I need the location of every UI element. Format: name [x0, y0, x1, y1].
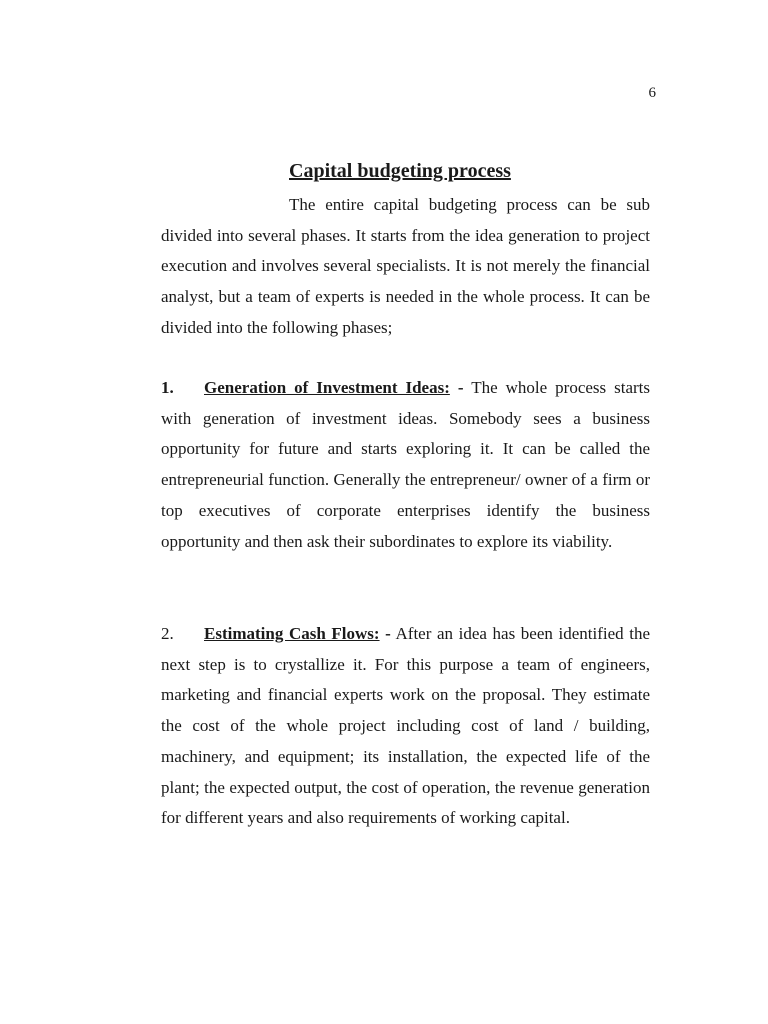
section-generation-of-investment-ideas — [161, 373, 650, 557]
section-heading: Generation of Investment Ideas: — [204, 378, 450, 397]
section-body: After an idea has been identified the next step is to crystallize it. For this purpose a team of engineers, marketing and financial experts work on the proposal. They estimate the cost of the whole project including cost of land / building, machinery, and equipment; its installation, the expected life of the plant; the expected output, the cost of operation, the revenue generation for different years and also requirements of working capital. — [161, 624, 651, 828]
section-number: 1. — [161, 378, 174, 397]
section-dash: - — [385, 624, 391, 643]
section-estimating-cash-flows — [161, 619, 650, 834]
section-dash: - — [457, 378, 464, 397]
section-heading: Estimating Cash Flows: — [204, 624, 380, 643]
section-number: 2. — [161, 624, 174, 643]
section-body: The whole process starts with generation of investment ideas. Somebody sees a business opportunity for future and starts exploring it. It can be called the entrepreneurial function. Generally the entrepreneur/ owner of a firm or top executives of corporate enterprises identify the business opportunity and then ask their subordinates to explore its viability. — [161, 378, 651, 551]
page-title: Capital budgeting process — [289, 160, 511, 182]
page-number: 6 — [648, 85, 656, 101]
intro-paragraph: The entire capital budgeting process can be sub divided into several phases. It starts from the idea generation to project execution and involves several specialists. It is not merely the financial analyst, but a team of experts is needed in the whole process. It can be divided into the following phases; — [161, 195, 650, 337]
